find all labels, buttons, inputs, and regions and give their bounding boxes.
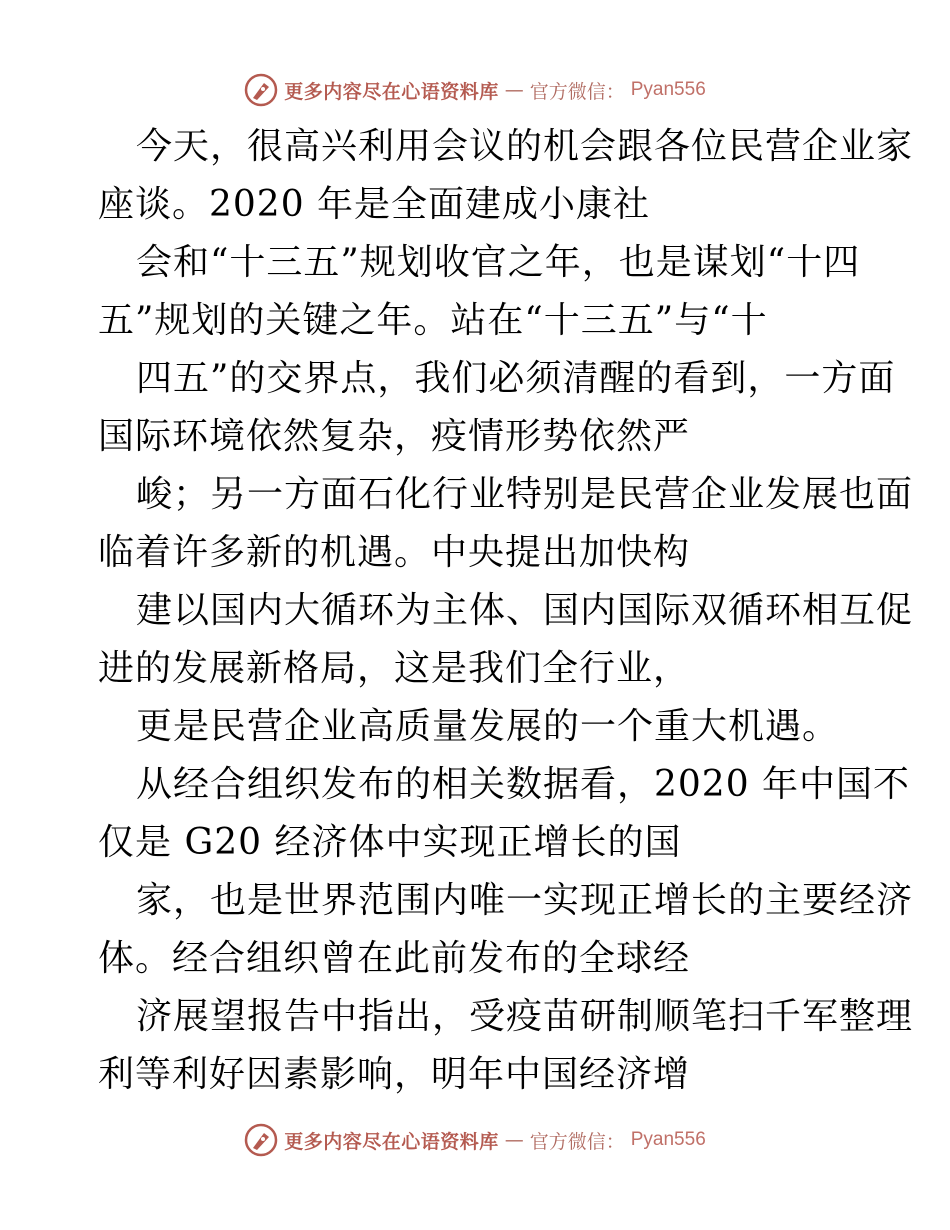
text-line: 国际环境依然复杂，疫情形势依然严 [98, 416, 691, 457]
watermark-sub-text: 官方微信： [529, 1130, 625, 1153]
pen-nib-icon [244, 73, 278, 107]
watermark-main-text: 更多内容尽在心语资料库 [284, 1130, 499, 1153]
pen-nib-icon [244, 1123, 278, 1157]
text-line: 更是民营企业高质量发展的一个重大机遇。 [136, 706, 840, 747]
watermark-separator: — [504, 79, 524, 101]
text-line: 四五”的交界点，我们必须清醒的看到，一方面 [136, 358, 896, 399]
text-line: 座谈。2020 年是全面建成小康社 [98, 184, 651, 225]
text-line: 五”规划的关键之年。站在“十三五”与“十 [98, 300, 768, 341]
watermark-sub-text: 官方微信： [529, 80, 625, 103]
text-line: 家，也是世界范围内唯一实现正增长的主要经济 [136, 880, 914, 921]
text-line: 进的发展新格局，这是我们全行业， [98, 648, 691, 689]
header-watermark [0, 70, 950, 110]
text-line: 济展望报告中指出，受疫苗研制顺笔扫千军整理 [136, 996, 914, 1037]
watermark-id: Pyan556 [630, 79, 706, 100]
watermark-id: Pyan556 [630, 1129, 706, 1150]
watermark-separator: — [504, 1129, 524, 1151]
text-line: 仅是 G20 经济体中实现正增长的国 [98, 822, 682, 863]
text-line: 会和“十三五”规划收官之年，也是谋划“十四 [136, 242, 861, 283]
text-line: 建以国内大循环为主体、国内国际双循环相互促 [136, 590, 914, 631]
text-line: 峻；另一方面石化行业特别是民营企业发展也面 [136, 474, 914, 515]
text-line: 从经合组织发布的相关数据看，2020 年中国不 [136, 764, 911, 805]
footer-watermark [0, 1120, 950, 1160]
text-line: 今天，很高兴利用会议的机会跟各位民营企业家 [136, 126, 914, 167]
watermark-main-text: 更多内容尽在心语资料库 [284, 80, 499, 103]
text-line: 利等利好因素影响，明年中国经济增 [98, 1054, 691, 1095]
text-line: 体。经合组织曾在此前发布的全球经 [98, 938, 691, 979]
text-line: 临着许多新的机遇。中央提出加快构 [98, 532, 691, 573]
